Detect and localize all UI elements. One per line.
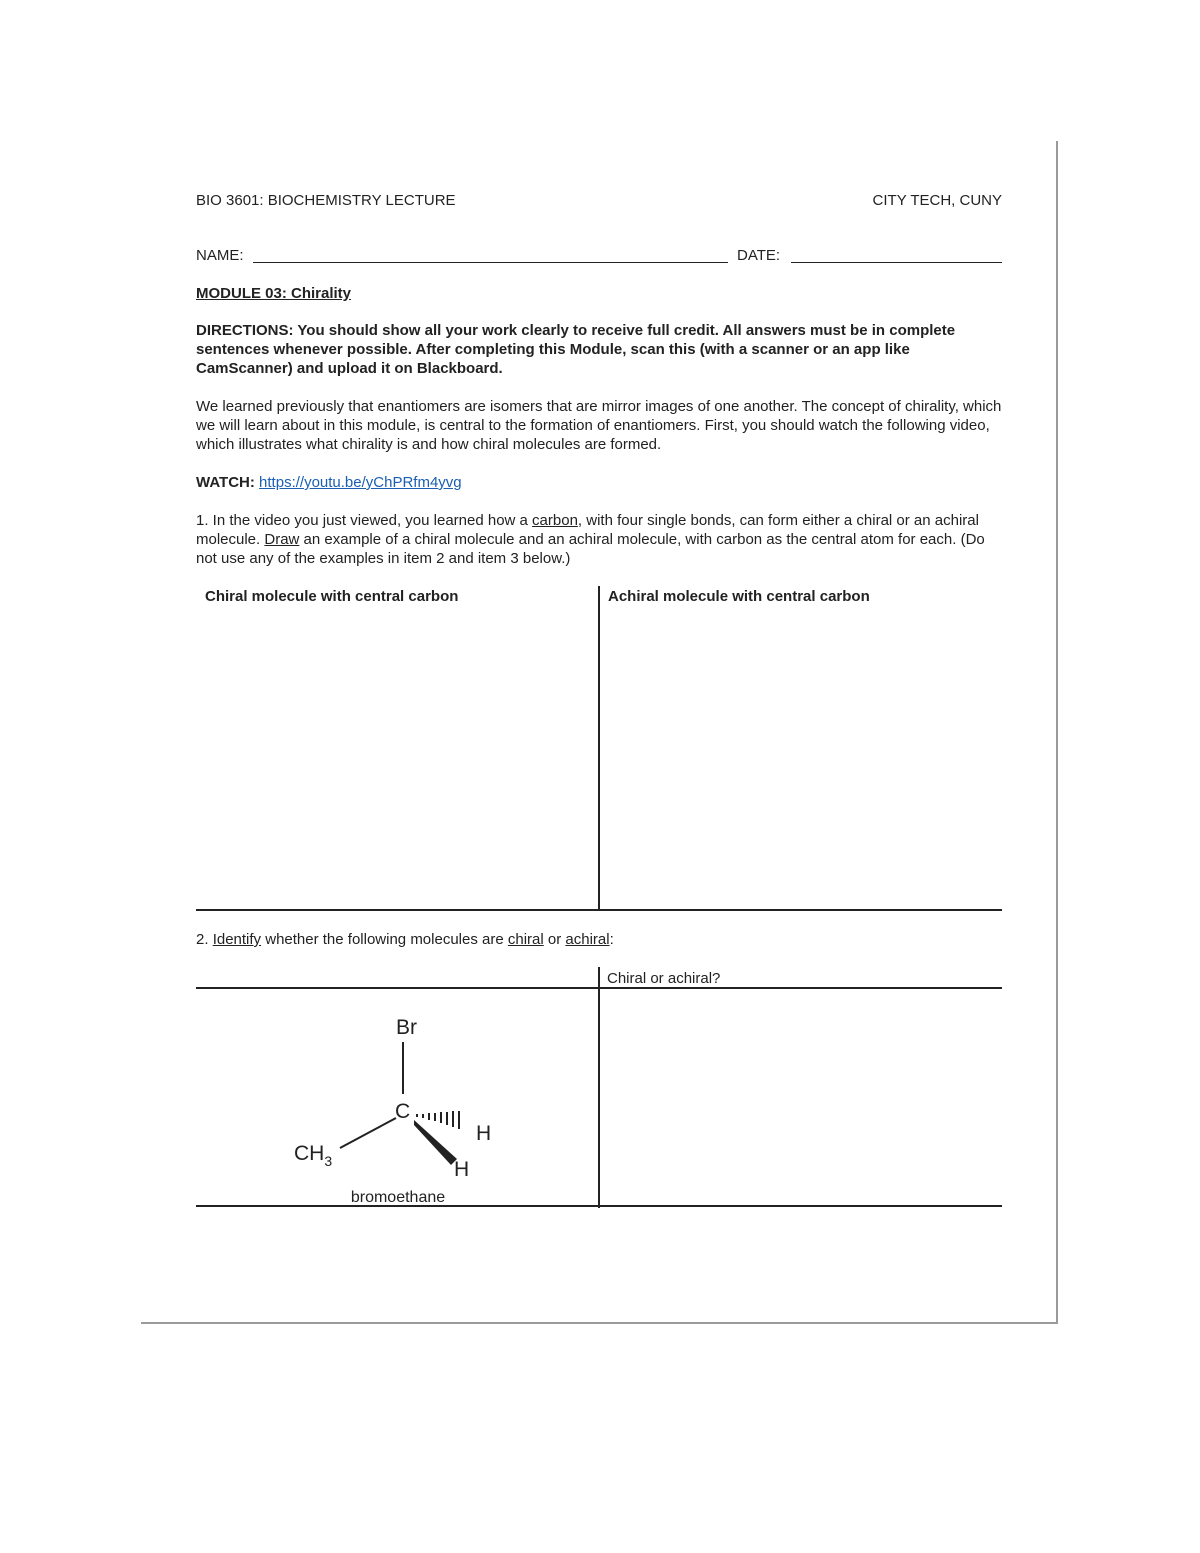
atom-c: C bbox=[395, 1100, 411, 1123]
school-name: CITY TECH, CUNY bbox=[872, 192, 1002, 209]
carbon-term: carbon bbox=[532, 512, 578, 529]
achiral-drawing-area[interactable] bbox=[601, 610, 1001, 908]
hashed-wedge-bond bbox=[417, 1111, 459, 1129]
name-blank[interactable] bbox=[253, 262, 728, 263]
bond-c-ch3 bbox=[340, 1118, 396, 1148]
name-label: NAME: bbox=[196, 247, 244, 264]
course-title: BIO 3601: BIOCHEMISTRY LECTURE bbox=[196, 192, 456, 209]
watch-line bbox=[196, 473, 462, 492]
draw-term: Draw bbox=[264, 531, 300, 548]
date-blank[interactable] bbox=[791, 262, 1002, 263]
q2-table-bottom-border bbox=[196, 1205, 1002, 1207]
chiral-term: chiral bbox=[507, 931, 544, 948]
directions: DIRECTIONS: You should show all your work clearly to receive full credit. All answers must be in complete sentences whenever possible. After completing this Module, scan this (with a scanner or an app like CamScanner) and upload it on Blackboard. bbox=[196, 322, 956, 377]
molecule-name: bromoethane bbox=[350, 1189, 446, 1205]
chiral-drawing-area[interactable] bbox=[196, 610, 596, 908]
solid-wedge-bond bbox=[414, 1120, 457, 1165]
chiral-or-achiral-header: Chiral or achiral? bbox=[607, 970, 721, 987]
intro-paragraph: We learned previously that enantiomers are isomers that are mirror images of one another. The concept of chirality, which we will learn about in this module, is central to the formation of enantiomers. First, you should watch the following video, which illustrates what chirality is and how chiral molecules are formed. bbox=[196, 398, 1002, 453]
q2-header-border bbox=[196, 987, 1002, 989]
q1-table-bottom-border bbox=[196, 909, 1002, 911]
module-title: MODULE 03: Chirality bbox=[196, 285, 352, 302]
atom-br: Br bbox=[396, 1016, 417, 1039]
achiral-column-header: Achiral molecule with central carbon bbox=[608, 588, 870, 605]
q2-column-divider bbox=[598, 967, 600, 1208]
question-2-text: 2. Identify whether the following molecules are chiral or achiral: bbox=[196, 931, 614, 948]
question-1-text: 1. In the video you just viewed, you learned how a carbon, with four single bonds, can form either a chiral or an achiral molecule. Draw an example of a chiral molecule and an achiral molecule, with carbon as the central atom for each. (Do not use any of the examples in item 2 and item 3 below.) bbox=[196, 512, 985, 567]
identify-term: Identify bbox=[212, 931, 262, 948]
chiral-column-header: Chiral molecule with central carbon bbox=[205, 588, 459, 605]
atom-h-hashed: H bbox=[476, 1122, 492, 1145]
page-frame-right-edge bbox=[1056, 141, 1058, 1324]
video-link[interactable]: https://youtu.be/yChPRfm4yvg bbox=[259, 474, 462, 491]
achiral-term: achiral bbox=[565, 931, 610, 948]
watch-label: WATCH: bbox=[196, 474, 255, 491]
bromoethane-structure bbox=[196, 990, 596, 1205]
atom-h-wedge: H bbox=[454, 1158, 470, 1181]
group-ch3: $CH_3$ bbox=[294, 1142, 333, 1169]
answer-cell-bromoethane[interactable] bbox=[601, 990, 1001, 1204]
q1-column-divider bbox=[598, 586, 600, 910]
page-frame-bottom-edge bbox=[141, 1322, 1058, 1324]
date-label: DATE: bbox=[737, 247, 781, 264]
